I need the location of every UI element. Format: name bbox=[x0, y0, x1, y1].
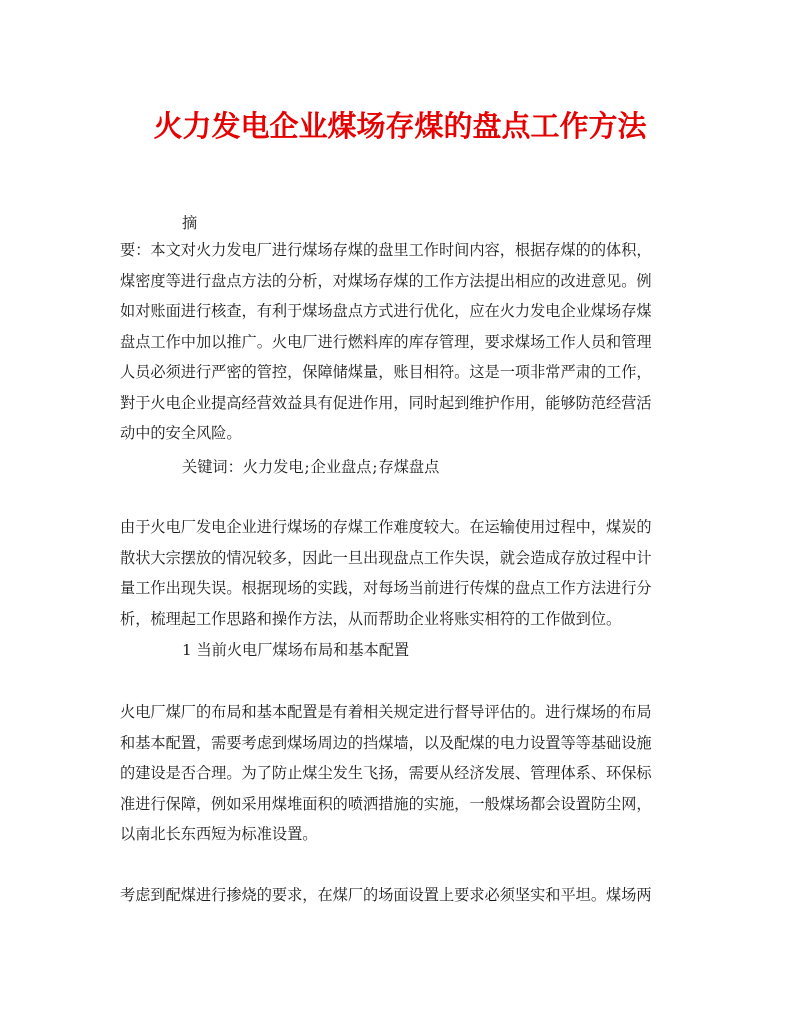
keyword: 存煤盘点 bbox=[378, 458, 440, 476]
section1-line: 的建设是否合理。为了防止煤尘发生飞扬，需要从经济发展、管理体系、环保标 bbox=[120, 764, 652, 782]
section1-line: 火电厂煤厂的布局和基本配置是有着相关规定进行督导评估的。进行煤场的布局 bbox=[120, 703, 652, 721]
keyword: 企业盘点 bbox=[310, 458, 372, 476]
section1-line: 和基本配置，需要考虑到煤场周边的挡煤墙，以及配煤的电力设置等等基础设施 bbox=[120, 733, 652, 752]
keywords-line bbox=[182, 452, 439, 482]
section1-line: 以南北长东西短为标准设置。 bbox=[120, 825, 318, 843]
abstract-line: 要：本文对火力发电厂进行煤场存煤的盘里工作时间内容，根据存煤的的体积， bbox=[120, 241, 652, 259]
section1b-line: 考虑到配煤进行掺烧的要求，在煤厂的场面设置上要求必须坚实和平坦。煤场两 bbox=[120, 886, 652, 904]
intro-line: 量工作出现失误。根据现场的实践，对每场当前进行传煤的盘点工作方法进行分 bbox=[120, 579, 652, 597]
abstract-line: 如对账面进行核查，有利于煤场盘点方式进行优化，应在火力发电企业煤场存煤 bbox=[120, 302, 652, 320]
abstract-line: 對于火电企业提高经营效益具有促进作用，同时起到维护作用，能够防范经营活 bbox=[120, 393, 652, 412]
abstract-line: 煤密度等进行盘点方法的分析，对煤场存煤的工作方法提出相应的改进意见。例 bbox=[120, 271, 652, 290]
section-heading: 1 当前火电厂煤场布局和基本配置 bbox=[182, 641, 410, 659]
intro-paragraph bbox=[120, 512, 680, 634]
intro-line: 由于火电厂发电企业进行煤场的存煤工作难度较大。在运输使用过程中，煤炭的 bbox=[120, 518, 652, 536]
intro-line: 析，梳理起工作思路和操作方法，从而帮助企业将账实相符的工作做到位。 bbox=[120, 609, 622, 628]
keyword-separator: ; bbox=[372, 458, 378, 476]
abstract-line: 动中的安全风险。 bbox=[120, 424, 242, 442]
intro-line: 散状大宗摆放的情况较多，因此一旦出现盘点工作失误，就会造成存放过程中计 bbox=[120, 548, 652, 567]
document-title: 火力发电企业煤场存煤的盘点工作方法 bbox=[153, 109, 647, 143]
abstract-label: 摘 bbox=[182, 214, 198, 232]
section1b-paragraph bbox=[120, 880, 680, 911]
section1-line: 准进行保障，例如采用煤堆面积的喷洒措施的实施，一般煤场都会设置防尘网， bbox=[120, 794, 652, 813]
abstract-line: 人员必须进行严密的管控，保障储煤量，账目相符。这是一项非常严肃的工作， bbox=[120, 363, 652, 381]
keyword: 火力发电 bbox=[242, 458, 304, 476]
abstract-paragraph bbox=[120, 235, 680, 449]
keywords-prefix: 关键词： bbox=[182, 458, 243, 476]
abstract-line: 盘点工作中加以推广。火电厂进行燃料库的库存管理，要求煤场工作人员和管理 bbox=[120, 332, 652, 351]
section1-paragraph bbox=[120, 697, 680, 850]
keyword-separator: ; bbox=[304, 458, 310, 476]
